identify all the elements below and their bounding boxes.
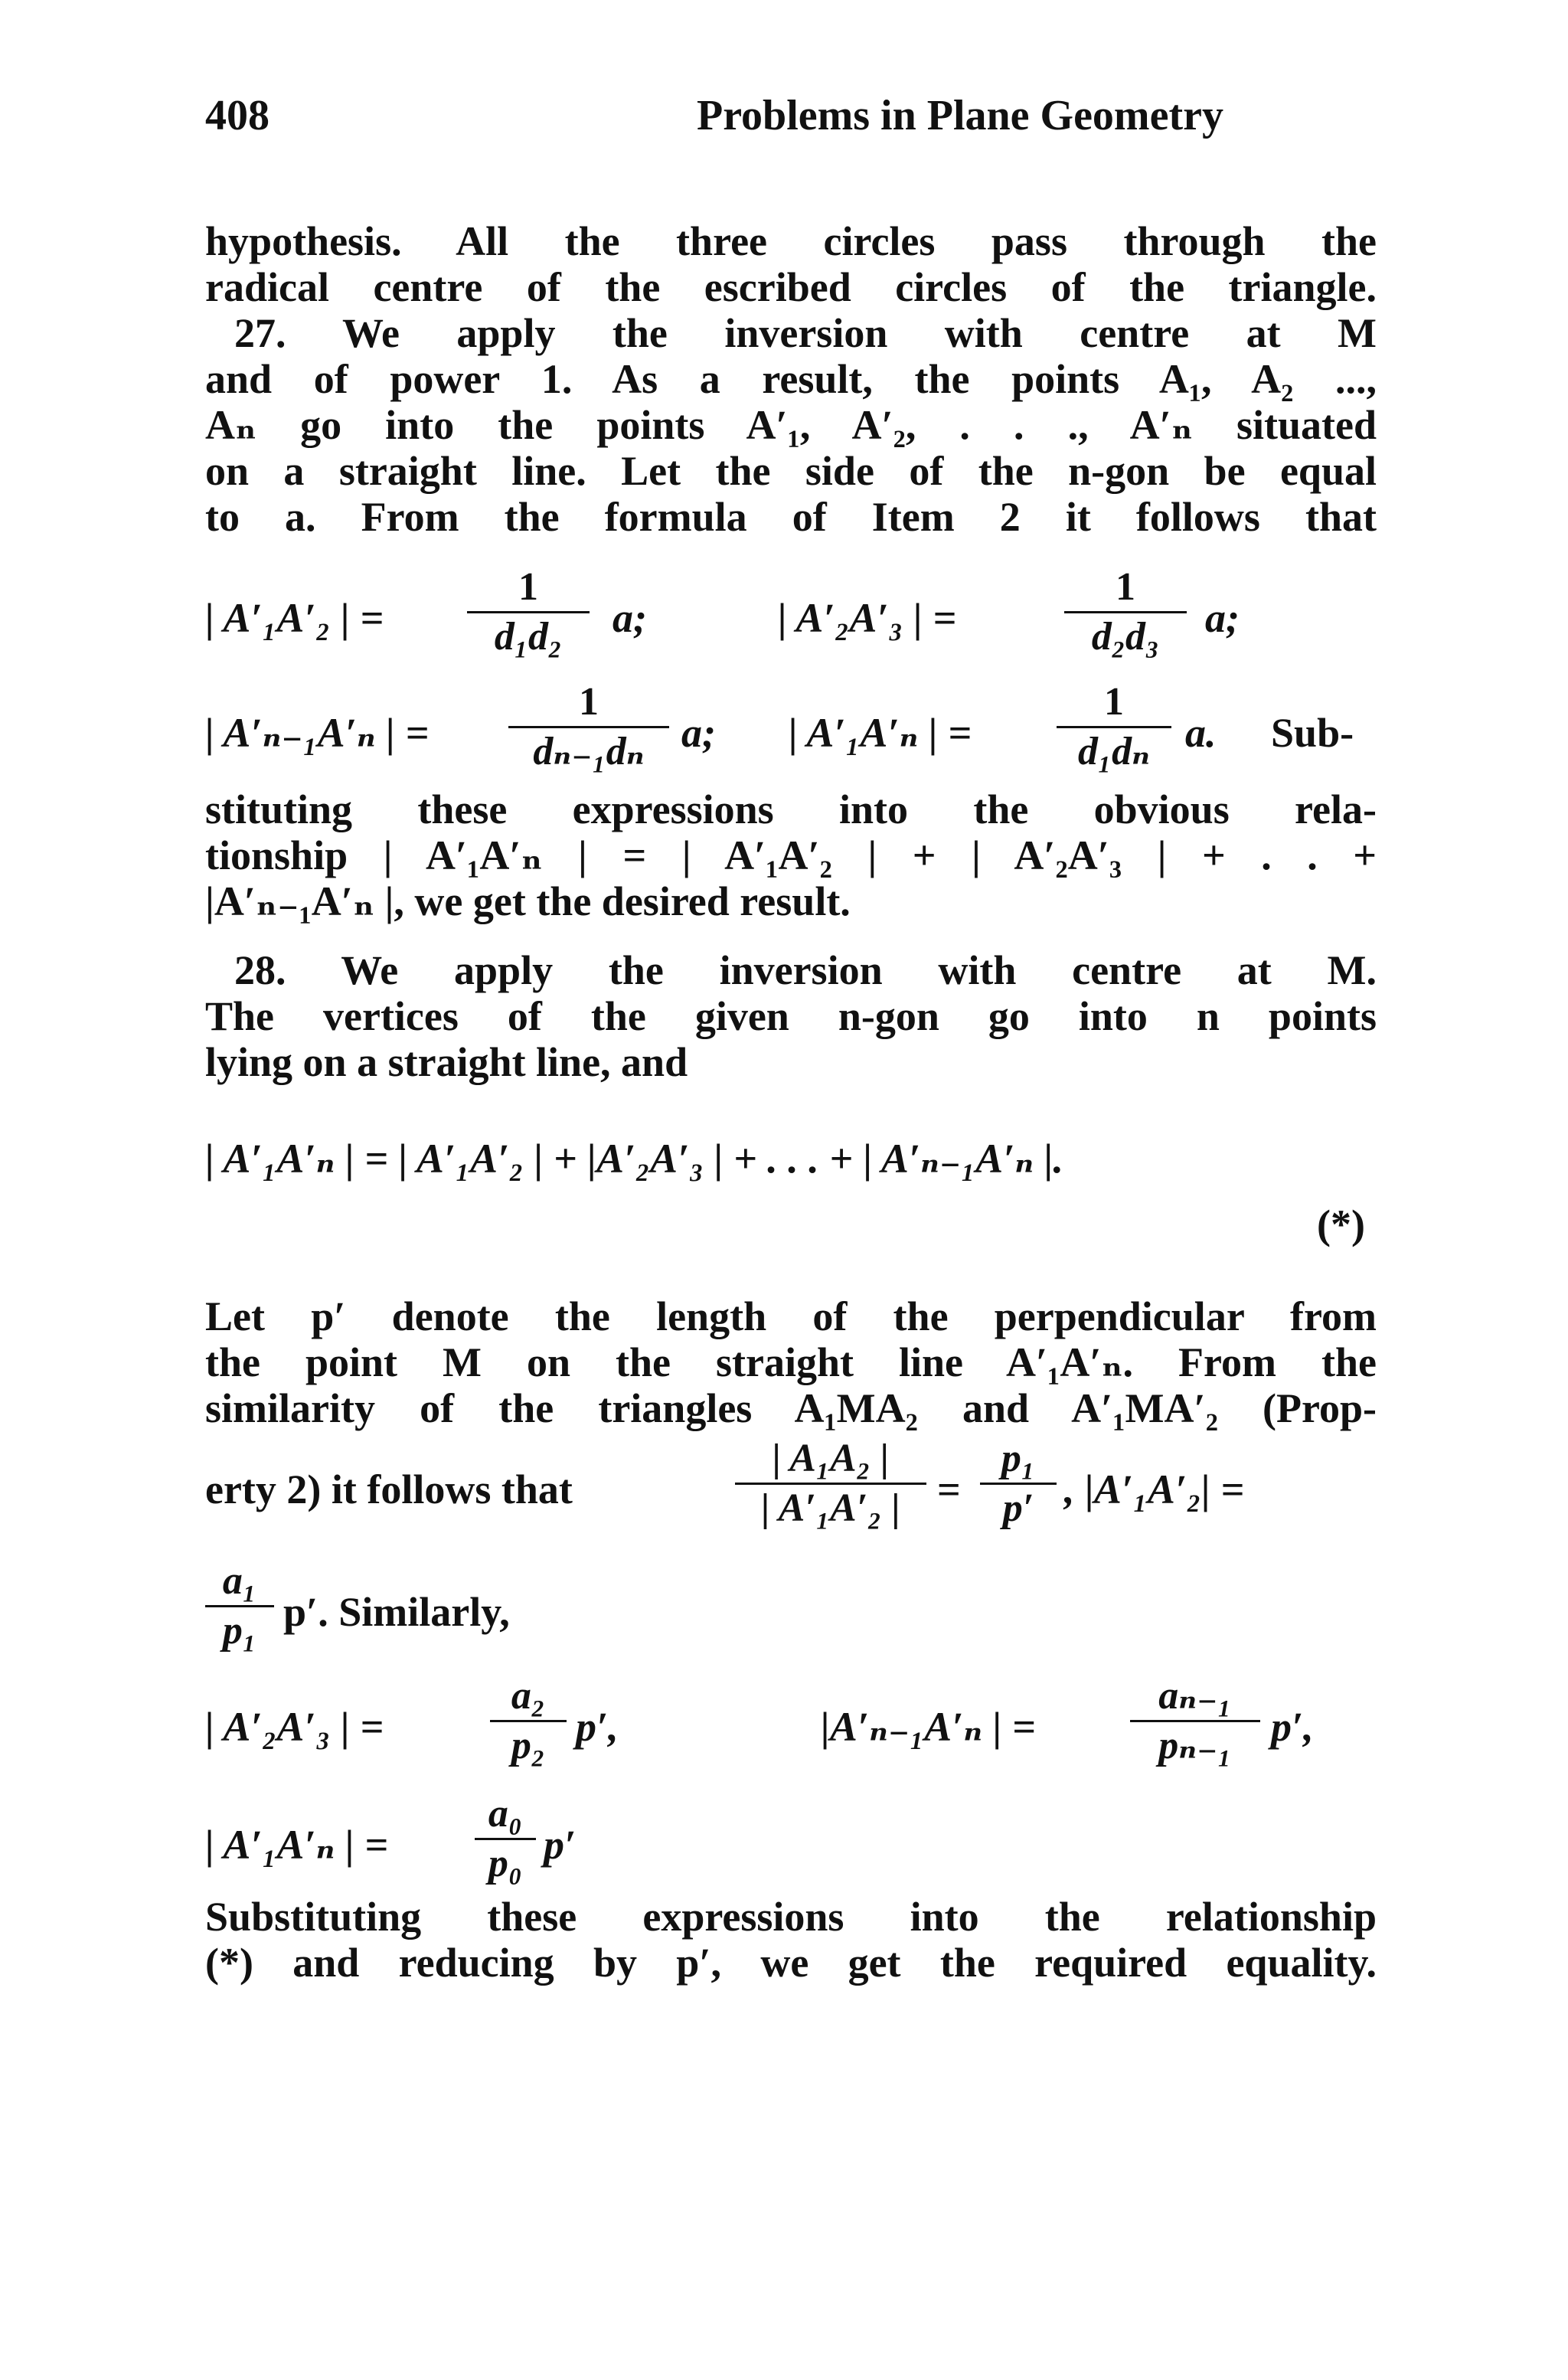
equation-tail: , |A′₁A′₂| = — [1064, 1466, 1245, 1512]
fraction-numerator: a₀ — [475, 1792, 536, 1840]
fraction — [1064, 565, 1187, 659]
fraction-numerator: 1 — [467, 565, 590, 613]
equation-tail: a; — [1205, 595, 1240, 641]
fraction-numerator: 1 — [1064, 565, 1187, 613]
equation-lhs: | A′₂A′₃ | = — [205, 1704, 384, 1750]
fraction-denominator: p₁ — [222, 1609, 257, 1653]
fraction-numerator: aₙ₋₁ — [1130, 1674, 1260, 1722]
fraction-numerator: 1 — [508, 680, 669, 728]
text-line: Aₙ go into the points A′₁, A′₂, . . ., A′ₙ situated — [205, 402, 1377, 448]
equation-lhs: |A′ₙ₋₁A′ₙ | = — [821, 1704, 1036, 1750]
text-line: radical centre of the escribed circles of the triangle. — [205, 264, 1377, 310]
fraction-denominator: dₙ₋₁dₙ — [533, 730, 645, 773]
equation-tail: p′, — [1271, 1704, 1314, 1750]
fraction — [490, 1674, 567, 1768]
item-27-heading-line: 27. We apply the inversion with centre at M — [234, 310, 1377, 356]
text-line: to a. From the formula of Item 2 it follows that — [205, 494, 1377, 540]
equation-lhs: | A′₂A′₃ | = — [778, 595, 957, 641]
fraction-denominator: | A′₁A′₂ | — [761, 1486, 900, 1530]
display-equation: | A′₁A′ₙ | = | A′₁A′₂ | + |A′₂A′₃ | + . . . + | A′ₙ₋₁A′ₙ |. — [205, 1136, 1064, 1182]
text-line: hypothesis. All the three circles pass through the — [205, 218, 1377, 264]
text-line: tionship | A′₁A′ₙ | = | A′₁A′₂ | + | A′₂A′₃ | + . . + — [205, 832, 1377, 878]
text-line: The vertices of the given n-gon go into n points — [205, 993, 1377, 1039]
equation-tail: p′ — [544, 1822, 577, 1868]
text-line: Let p′ denote the length of the perpendicular from — [205, 1293, 1377, 1339]
fraction — [980, 1437, 1057, 1531]
fraction-denominator: d₂d₃ — [1091, 615, 1160, 659]
fraction-denominator: p′ — [1002, 1486, 1034, 1530]
fraction — [467, 565, 590, 659]
equation-lhs: | A′₁A′ₙ | = — [205, 1822, 389, 1868]
text-line: on a straight line. Let the side of the n-gon be equal — [205, 448, 1377, 494]
equation-lhs: | A′₁A′ₙ | = — [789, 710, 972, 756]
equation-tag: (*) — [1317, 1201, 1365, 1247]
equals-sign: = — [937, 1466, 961, 1512]
text-line: Substituting these expressions into the relationship — [205, 1894, 1377, 1940]
fraction-numerator: a₁ — [205, 1559, 274, 1607]
text-line: stituting these expressions into the obvious rela- — [205, 786, 1377, 832]
fraction — [205, 1559, 274, 1653]
fraction-denominator: d₁dₙ — [1078, 730, 1150, 773]
fraction — [475, 1792, 536, 1886]
fraction-numerator: 1 — [1057, 680, 1171, 728]
fraction — [735, 1437, 926, 1531]
equation-tail: a. — [1185, 710, 1217, 756]
item-28-heading-line: 28. We apply the inversion with centre at M. — [234, 947, 1377, 993]
fraction-numerator: p₁ — [980, 1437, 1057, 1485]
text-line: and of power 1. As a result, the points A₁, A₂ ..., — [205, 356, 1377, 402]
fraction-denominator: p₂ — [511, 1724, 546, 1767]
text-line: |A′ₙ₋₁A′ₙ |, we get the desired result. — [205, 878, 851, 924]
text-line: erty 2) it follows that — [205, 1466, 573, 1512]
fraction-numerator: | A₁A₂ | — [735, 1437, 926, 1485]
equation-tail: a; — [612, 595, 647, 641]
fraction — [1130, 1674, 1260, 1768]
fraction-denominator: d₁d₂ — [494, 615, 563, 659]
text-line: similarity of the triangles A₁MA₂ and A′₁MA′₂ (Prop- — [205, 1385, 1377, 1431]
text-line: p′. Similarly, — [283, 1589, 510, 1635]
fraction-denominator: p₀ — [488, 1842, 523, 1885]
text-line: lying on a straight line, and — [205, 1039, 688, 1085]
fraction-numerator: a₂ — [490, 1674, 567, 1722]
text-line: the point M on the straight line A′₁A′ₙ. From the — [205, 1339, 1377, 1385]
fraction — [1057, 680, 1171, 774]
equation-lhs: | A′ₙ₋₁A′ₙ | = — [205, 710, 430, 756]
equation-tail: a; — [681, 710, 716, 756]
running-title: Problems in Plane Geometry — [697, 92, 1223, 139]
equation-lhs: | A′₁A′₂ | = — [205, 595, 384, 641]
hyphenated-word: Sub- — [1271, 710, 1354, 756]
page-number: 408 — [205, 92, 270, 139]
fraction — [508, 680, 669, 774]
text-line: (*) and reducing by p′, we get the required equality. — [205, 1940, 1377, 1986]
equation-tail: p′, — [576, 1704, 619, 1750]
fraction-denominator: pₙ₋₁ — [1158, 1724, 1232, 1767]
